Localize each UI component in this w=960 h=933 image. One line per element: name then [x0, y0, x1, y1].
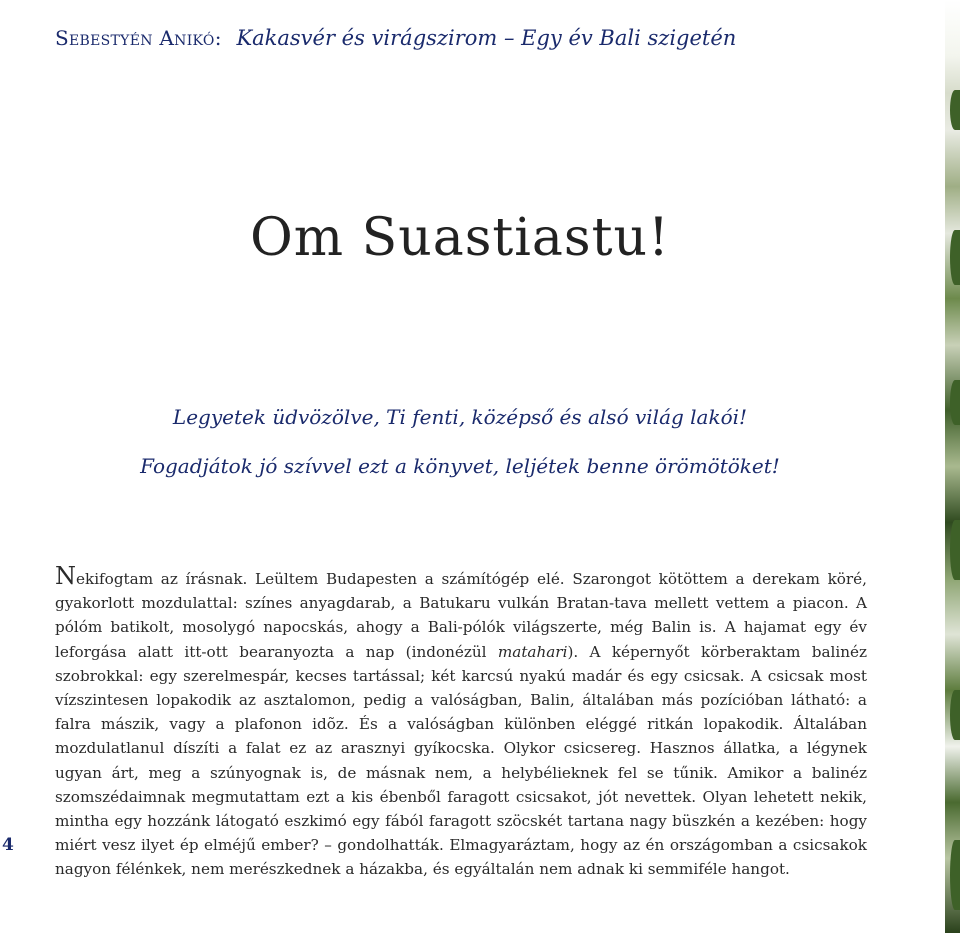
- body-text-part-2: ). A képernyőt körberaktam balinéz szobrokkal: egy szerelmespár, kecses tartással; két karcsú nyakú madár és egy csicsak. A csicsak most vízszintesen lopakodik az asztalomon, pedig a valóságban, Balin, általában más pozícióban látható: a falra mászik, vagy a plafonon idõz. És a valóságban különben eléggé ritkán lopakodik. Általában mozdulatlanul díszíti a falat ez az arasznyi gyíkocska. Olykor csicsereg. Hasznos állatka, a légynek ugyan árt, meg a szúnyognak is, de másnak nem, a helybélieknek fel se tűnik. Amikor a balinéz szomszédaimnak megmutattam ezt a kis ébenből faragott csicsakot, jót nevettek. Olyan lehetett nekik, mintha egy hozzánk látogató eszkimó egy fából faragott szöcskét tartana nagy büszkén a kezében: hogy miért vesz ilyet ép elméjű ember? – gondolhatták. Elmagyaráztam, hogy az én országomban a csicsakok nagyon félénkek, nem merészkednek a házakba, és egyáltalán nem adnak ki semmiféle hangot.: [55, 642, 867, 879]
- leaf-shape: [950, 840, 960, 910]
- page-number: 4: [2, 835, 14, 855]
- leaf-shape: [950, 520, 960, 580]
- greeting-line-2: Fogadjátok jó szívvel ezt a könyvet, leljétek benne örömötöket!: [140, 454, 780, 478]
- header-book-title: Kakasvér és virágszirom – Egy év Bali szigetén: [236, 26, 737, 50]
- running-header: [55, 26, 736, 50]
- leaf-shape: [950, 380, 960, 425]
- greeting-line-1: Legyetek üdvözölve, Ti fenti, középső és alsó világ lakói!: [172, 405, 748, 429]
- body-text-part-1: ekifogtam az írásnak. Leültem Budapesten a számítógép elé. Szarongot kötöttem a derekam köré, gyakorlott mozdulattal: színes anyagdarab, a Batukaru vulkán Bratan-tava mellett vettem a piacon. A pólóm batikolt, mosolygó napocskás, ahogy a Bali-pólók világszerte, még Balin is. A hajamat egy év leforgása alatt itt-ott bearanyozta a nap (indonézül: [55, 570, 867, 661]
- foliage-photo-strip: [945, 0, 960, 933]
- body-paragraph: [55, 562, 867, 882]
- header-author: Sebestyén Anikó:: [55, 26, 222, 50]
- body-italic-word: matahari: [497, 642, 568, 661]
- drop-cap: N: [55, 562, 76, 590]
- leaf-shape: [950, 690, 960, 740]
- chapter-title: Om Suastiastu!: [250, 208, 670, 268]
- leaf-shape: [950, 90, 960, 130]
- leaf-shape: [950, 230, 960, 285]
